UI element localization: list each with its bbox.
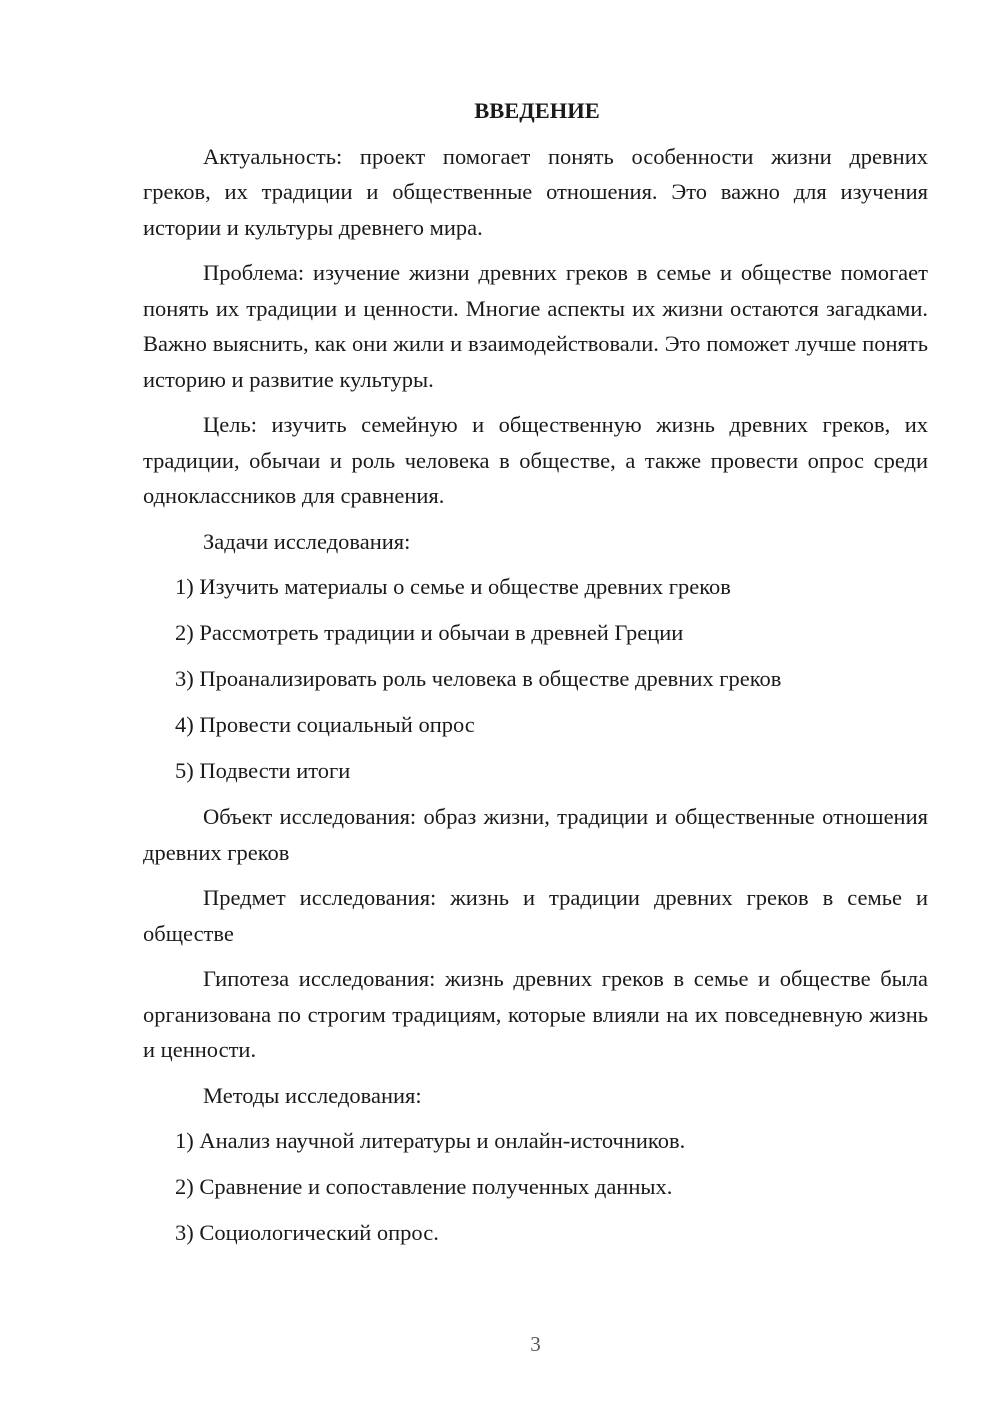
problem-paragraph: Проблема: изучение жизни древних греков в семье и обществе помогает понять их традиции и ценности. Многие аспекты их жизни остаются загадками. Важно выяснить, как они жили и взаимодействовали. Это поможет лучше понять историю и развитие культуры. (143, 260, 928, 392)
subject-paragraph: Предмет исследования: жизнь и традиции древних греков в семье и обществе (143, 885, 928, 946)
list-item: 2) Рассмотреть традиции и обычаи в древней Греции (175, 620, 684, 645)
list-item: 1) Изучить материалы о семье и обществе древних греков (175, 574, 731, 599)
document-title: ВВЕДЕНИЕ (474, 98, 600, 123)
list-item: 1) Анализ научной литературы и онлайн-источников. (175, 1128, 686, 1153)
goal-paragraph: Цель: изучить семейную и общественную жизнь древних греков, их традиции, обычаи и роль человека в обществе, а также провести опрос среди одноклассников для сравнения. (143, 412, 928, 508)
page-number: 3 (530, 1332, 541, 1356)
tasks-list (143, 569, 928, 789)
methods-heading: Методы исследования: (203, 1082, 422, 1108)
list-item: 4) Провести социальный опрос (175, 712, 475, 737)
tasks-heading: Задачи исследования: (203, 528, 411, 554)
methods-list (143, 1123, 928, 1251)
document-page (143, 93, 928, 1261)
relevance-paragraph: Актуальность: проект помогает понять особенности жизни древних греков, их традиции и общественные отношения. Это важно для изучения истории и культуры древнего мира. (143, 143, 928, 240)
hypothesis-paragraph: Гипотеза исследования: жизнь древних греков в семье и обществе была организована по строгим традициям, которые влияли на их повседневную жизнь и ценности. (143, 966, 928, 1062)
list-item: 2) Сравнение и сопоставление полученных данных. (175, 1174, 673, 1199)
list-item: 3) Проанализировать роль человека в обществе древних греков (175, 666, 782, 691)
list-item: 5) Подвести итоги (175, 758, 351, 783)
list-item: 3) Социологический опрос. (175, 1220, 439, 1245)
object-paragraph: Объект исследования: образ жизни, традиции и общественные отношения древних греков (143, 804, 928, 865)
